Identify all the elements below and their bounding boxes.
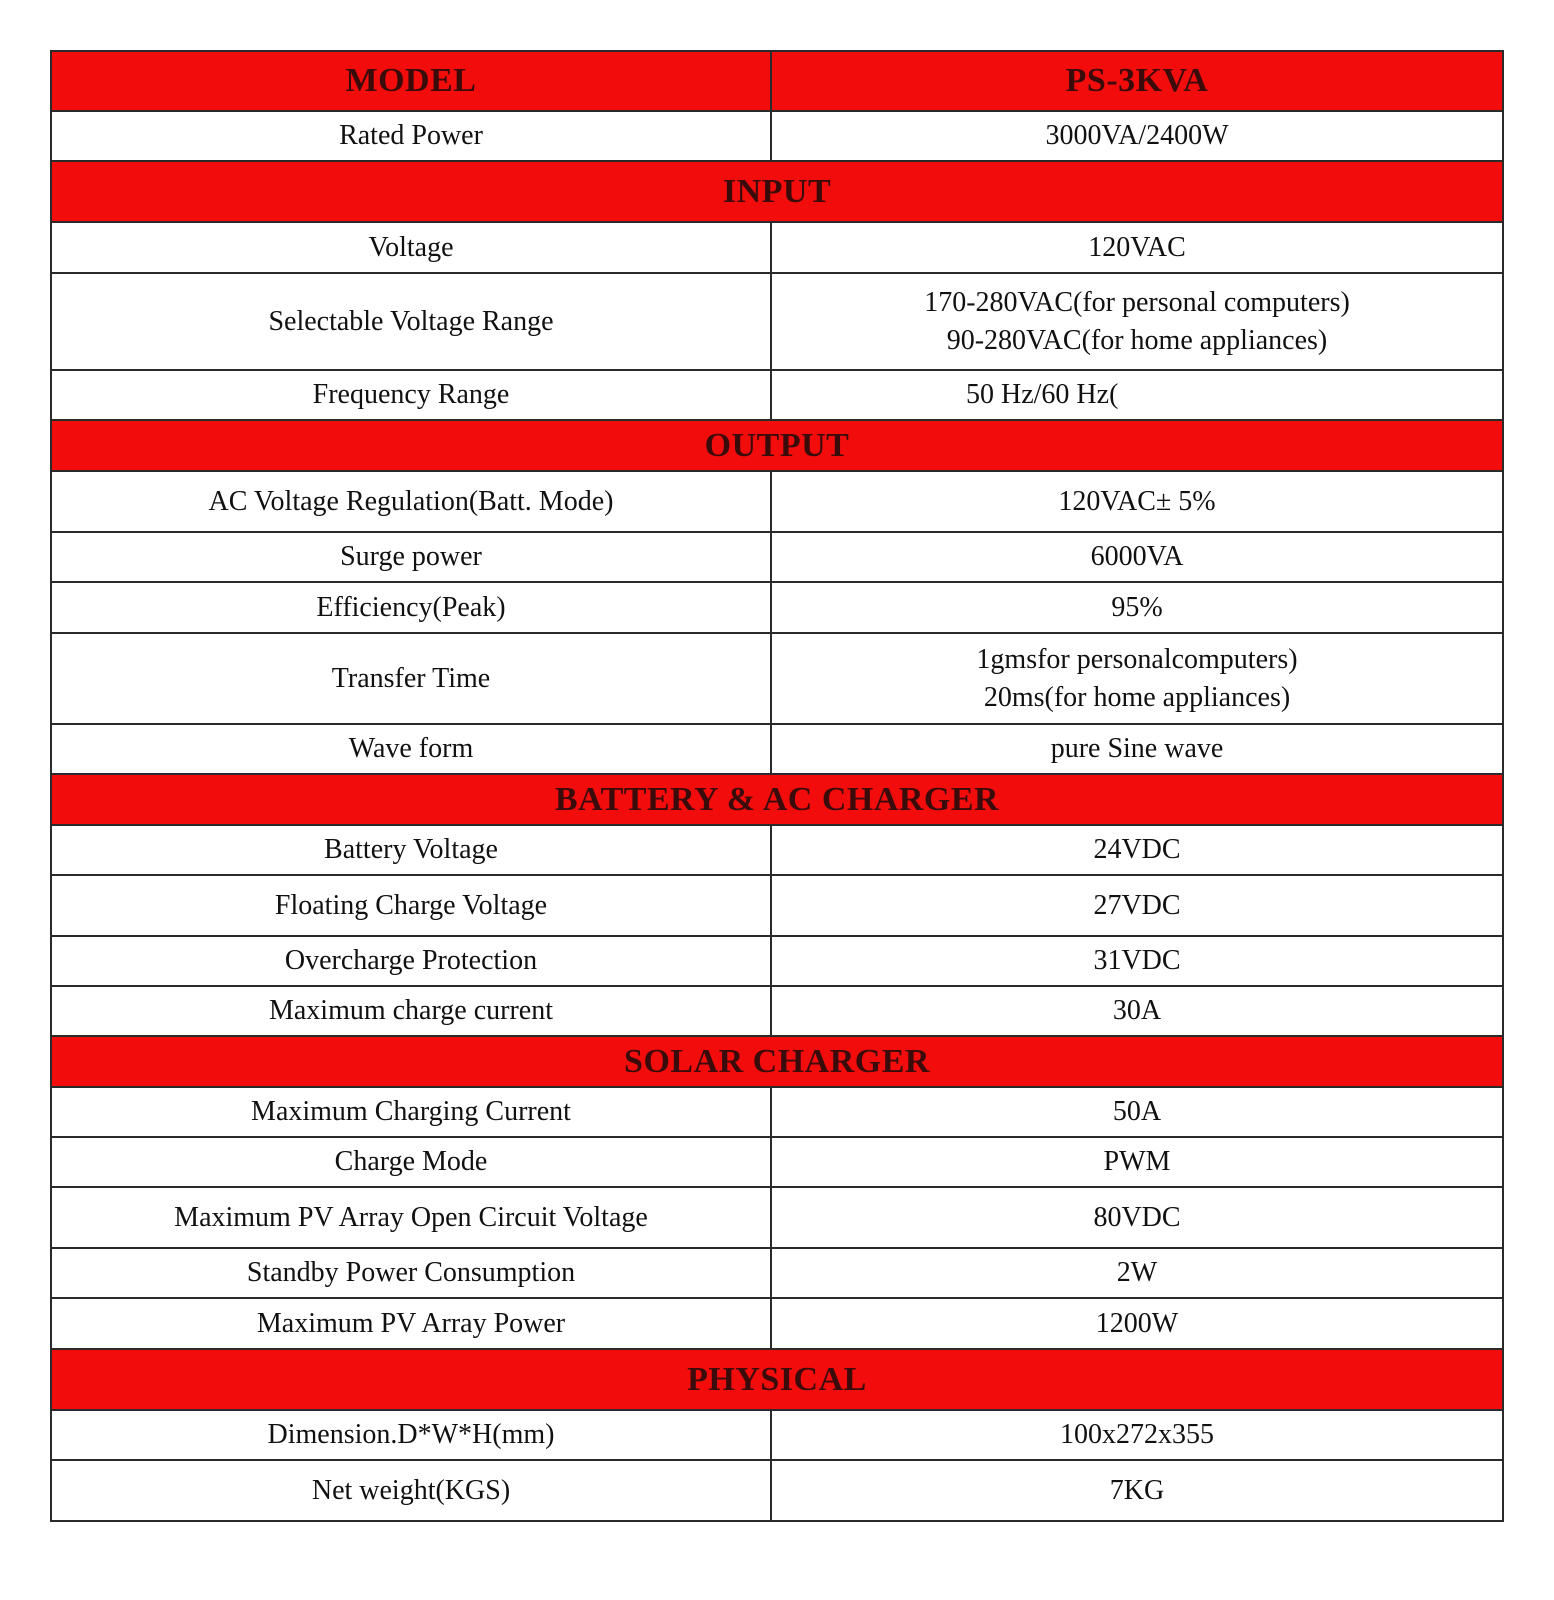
table-row <box>51 1248 1503 1298</box>
table-row <box>51 633 1503 724</box>
spec-value: 50A <box>771 1087 1503 1137</box>
spec-value: 6000VA <box>771 532 1503 582</box>
spec-label: Frequency Range <box>51 370 771 420</box>
spec-label: Efficiency(Peak) <box>51 582 771 633</box>
spec-label: Charge Mode <box>51 1137 771 1187</box>
table-row <box>51 532 1503 582</box>
section-header-input <box>51 161 1503 222</box>
spec-value: PWM <box>771 1137 1503 1187</box>
table-row <box>51 936 1503 986</box>
model-label: MODEL <box>51 51 771 111</box>
spec-label: Dimension.D*W*H(mm) <box>51 1410 771 1460</box>
spec-label: Net weight(KGS) <box>51 1460 771 1521</box>
spec-label: Overcharge Protection <box>51 936 771 986</box>
spec-label: AC Voltage Regulation(Batt. Mode) <box>51 471 771 532</box>
spec-value: 120VAC <box>771 222 1503 273</box>
table-row <box>51 986 1503 1036</box>
section-title: OUTPUT <box>51 420 1503 471</box>
spec-value: 31VDC <box>771 936 1503 986</box>
table-row <box>51 1137 1503 1187</box>
spec-label: Rated Power <box>51 111 771 161</box>
section-header-solar <box>51 1036 1503 1087</box>
section-header-battery <box>51 774 1503 825</box>
spec-value: 3000VA/2400W <box>771 111 1503 161</box>
spec-label: Transfer Time <box>51 633 771 724</box>
spec-label: Battery Voltage <box>51 825 771 875</box>
spec-value: 2W <box>771 1248 1503 1298</box>
spec-label: Standby Power Consumption <box>51 1248 771 1298</box>
table-row <box>51 825 1503 875</box>
section-header-physical <box>51 1349 1503 1410</box>
spec-value <box>771 633 1503 724</box>
table-row <box>51 724 1503 774</box>
spec-label: Wave form <box>51 724 771 774</box>
spec-value: 95% <box>771 582 1503 633</box>
table-row <box>51 471 1503 532</box>
table-row <box>51 111 1503 161</box>
spec-value: 27VDC <box>771 875 1503 936</box>
table-row <box>51 1410 1503 1460</box>
table-row <box>51 1087 1503 1137</box>
spec-value-line: 170-280VAC(for personal computers) <box>924 286 1350 318</box>
spec-table <box>50 50 1504 1522</box>
table-row <box>51 222 1503 273</box>
spec-label: Maximum PV Array Power <box>51 1298 771 1349</box>
table-row <box>51 370 1503 420</box>
spec-value-line: 20ms(for home appliances) <box>983 681 1291 713</box>
spec-value: 120VAC± 5% <box>771 471 1503 532</box>
section-title: BATTERY & AC CHARGER <box>51 774 1503 825</box>
spec-label: Selectable Voltage Range <box>51 273 771 370</box>
section-header-output <box>51 420 1503 471</box>
section-title: SOLAR CHARGER <box>51 1036 1503 1087</box>
spec-label: Maximum Charging Current <box>51 1087 771 1137</box>
spec-value-line: 1gmsfor personalcomputers) <box>976 643 1298 675</box>
spec-value: 80VDC <box>771 1187 1503 1248</box>
table-row <box>51 1187 1503 1248</box>
model-header-row <box>51 51 1503 111</box>
spec-label: Floating Charge Voltage <box>51 875 771 936</box>
spec-value: 100x272x355 <box>771 1410 1503 1460</box>
spec-value: 1200W <box>771 1298 1503 1349</box>
table-row <box>51 875 1503 936</box>
section-title: PHYSICAL <box>51 1349 1503 1410</box>
spec-value-line: 90-280VAC(for home appliances) <box>946 324 1328 356</box>
table-row <box>51 582 1503 633</box>
table-row <box>51 1298 1503 1349</box>
spec-value: pure Sine wave <box>771 724 1503 774</box>
model-value: PS-3KVA <box>771 51 1503 111</box>
spec-label: Maximum PV Array Open Circuit Voltage <box>51 1187 771 1248</box>
spec-label: Maximum charge current <box>51 986 771 1036</box>
spec-value: 50 Hz/60 Hz( <box>771 370 1503 420</box>
spec-value: 24VDC <box>771 825 1503 875</box>
spec-value: 7KG <box>771 1460 1503 1521</box>
spec-value <box>771 273 1503 370</box>
section-title: INPUT <box>51 161 1503 222</box>
spec-label: Surge power <box>51 532 771 582</box>
table-row <box>51 1460 1503 1521</box>
spec-label: Voltage <box>51 222 771 273</box>
table-row <box>51 273 1503 370</box>
spec-value: 30A <box>771 986 1503 1036</box>
